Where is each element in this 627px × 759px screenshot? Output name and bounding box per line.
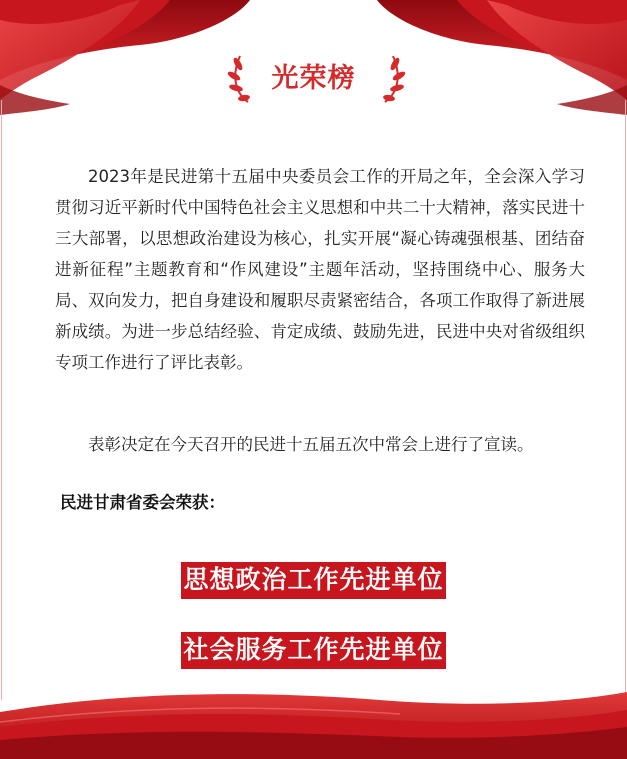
- left-border-line: [1, 100, 2, 700]
- laurel-right-icon: [377, 52, 407, 104]
- award-political-work: [0, 562, 627, 599]
- title-banner: [0, 50, 627, 108]
- award-label: 思想政治工作先进单位: [181, 562, 445, 599]
- intro-paragraph: 2023年是民进第十五届中央委员会工作的开局之年，全会深入学习贯彻习近平新时代中国特色社会主义思想和中共二十大精神，落实民进十三大部署，以思想政治建设为核心，扎实开展“凝心铸魂强根基、团结奋进新征程”主题教育和“作风建设”主题年活动，坚持围绕中心、服务大局、双向发力，把自身建设和履职尽责紧密结合，各项工作取得了新进展新成绩。为进一步总结经验、肯定成绩、鼓励先进，民进中央对省级组织专项工作进行了评比表彰。: [55, 167, 585, 372]
- recipient-heading: 民进甘肃省委会荣获：: [60, 493, 225, 512]
- curtain-bottom-decoration: [0, 682, 627, 759]
- page-title: 光荣榜: [271, 63, 356, 94]
- announcement-paragraph: 表彰决定在今天召开的民进十五届五次中常会上进行了宣读。: [88, 435, 534, 454]
- right-border-line: [625, 100, 626, 700]
- award-social-service: [0, 632, 627, 669]
- award-label: 社会服务工作先进单位: [181, 632, 445, 669]
